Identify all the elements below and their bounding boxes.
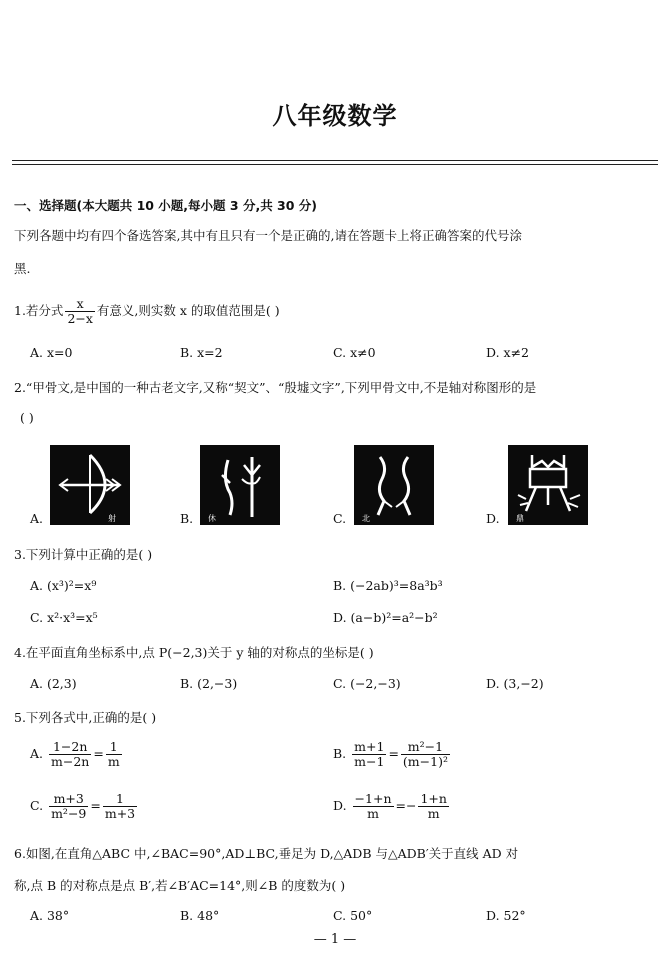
q5-option-d[interactable]: D. $\frac{-1+n}{m}$ =− $\frac{1+n}{m}$ <box>333 791 447 821</box>
question-4-stem: 4.在平面直角坐标系中,点 P(−2,3)关于 y 轴的对称点的坐标是( ) <box>14 645 374 660</box>
q2-option-b-label[interactable]: B. <box>180 511 194 526</box>
q4-option-d[interactable]: D. (3,−2) <box>486 676 544 691</box>
svg-text:鼎: 鼎 <box>516 514 524 523</box>
question-5-stem: 5.下列各式中,正确的是( ) <box>14 710 157 725</box>
question-2-stem-line1: 2.“甲骨文,是中国的一种古老文字,又称“契文”、“殷墟文字”,下列甲骨文中,不是轴对称图形的是 <box>14 380 537 395</box>
q3-option-a[interactable]: A. (x³)²=x⁹ <box>30 578 97 593</box>
svg-text:射: 射 <box>108 514 116 523</box>
q3-option-c[interactable]: C. x²·x³=x⁵ <box>30 610 98 625</box>
question-2-stem-line2: ( ) <box>20 410 34 425</box>
header-rule-top <box>12 160 658 161</box>
bow-arrow-glyph-icon <box>50 445 130 525</box>
oracle-bone-image-a[interactable] <box>50 445 130 525</box>
svg-text:北: 北 <box>362 514 370 523</box>
q2-option-c-label[interactable]: C. <box>333 511 347 526</box>
svg-text:休: 休 <box>208 514 216 523</box>
q5-option-a[interactable]: A. $\frac{1-2n}{m-2n}$ = $\frac{1}{m}$ <box>30 739 120 769</box>
q6-option-a[interactable]: A. 38° <box>30 908 70 923</box>
instructions-line2: 黑. <box>14 261 31 276</box>
person-tree-glyph-icon <box>200 445 280 525</box>
q6-option-d[interactable]: D. 52° <box>486 908 526 923</box>
q1-option-c[interactable]: C. x≠0 <box>333 345 376 360</box>
q2-option-d-label[interactable]: D. <box>486 511 500 526</box>
page-number: — 1 — <box>313 932 357 947</box>
two-people-glyph-icon <box>354 445 434 525</box>
cauldron-glyph-icon <box>508 445 588 525</box>
q1-option-d[interactable]: D. x≠2 <box>486 345 529 360</box>
header-rule-bottom <box>12 164 658 165</box>
oracle-bone-image-c[interactable] <box>354 445 434 525</box>
q4-option-a[interactable]: A. (2,3) <box>30 676 77 691</box>
page-title: 八年级数学 <box>272 102 398 130</box>
q6-option-c[interactable]: C. 50° <box>333 908 373 923</box>
question-1-stem: 1.若分式 $\frac{x}{2-x}$ 有意义,则实数 x 的取值范围是( ) <box>14 296 280 326</box>
question-3-stem: 3.下列计算中正确的是( ) <box>14 547 153 562</box>
q2-option-a-label[interactable]: A. <box>30 511 44 526</box>
q3-option-d[interactable]: D. (a−b)²=a²−b² <box>333 610 438 625</box>
q4-option-b[interactable]: B. (2,−3) <box>180 676 238 691</box>
question-6-stem-line2: 称,点 B 的对称点是点 B′,若∠B′AC=14°,则∠B 的度数为( ) <box>14 878 346 893</box>
q4-option-c[interactable]: C. (−2,−3) <box>333 676 401 691</box>
q5-option-b[interactable]: B. $\frac{m+1}{m-1}$ = $\frac{\text{m²−1}}{\text{(m−1)²}}$ <box>333 739 448 769</box>
q1-option-b[interactable]: B. x=2 <box>180 345 223 360</box>
oracle-bone-image-b[interactable] <box>200 445 280 525</box>
q1-option-a[interactable]: A. x=0 <box>30 345 73 360</box>
section-heading: 一、选择题(本大题共 10 小题,每小题 3 分,共 30 分) <box>14 198 318 213</box>
oracle-bone-image-d[interactable] <box>508 445 588 525</box>
q3-option-b[interactable]: B. (−2ab)³=8a³b³ <box>333 578 443 593</box>
q5-option-c[interactable]: C. $\frac{m+3}{\text{m²−9}}$ = $\frac{1}{m+3}$ <box>30 791 136 821</box>
q6-option-b[interactable]: B. 48° <box>180 908 220 923</box>
q1-fraction: $\frac{x}{2-x}$ <box>67 296 93 326</box>
question-6-stem-line1: 6.如图,在直角△ABC 中,∠BAC=90°,AD⊥BC,垂足为 D,△ADB 与△ADB′关于直线 AD 对 <box>14 846 519 861</box>
instructions-line1: 下列各题中均有四个备选答案,其中有且只有一个是正确的,请在答题卡上将正确答案的代号涂 <box>14 228 522 243</box>
